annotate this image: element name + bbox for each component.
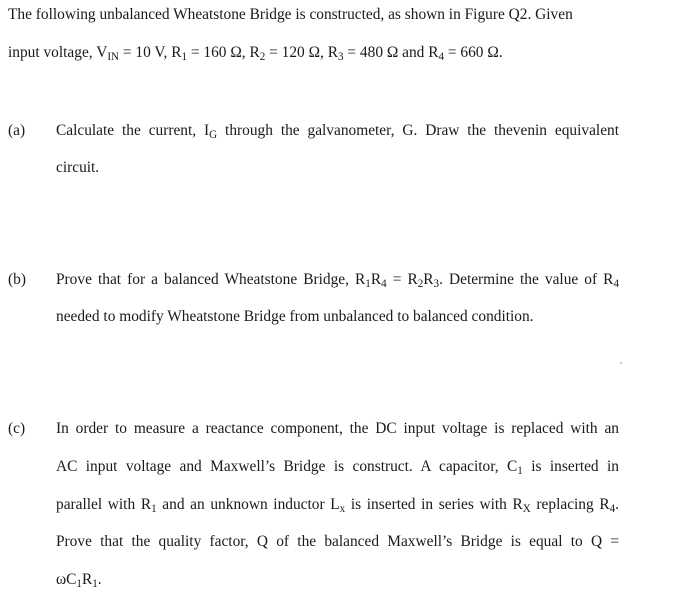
intro-text: The following unbalanced Wheatstone Bridge is constructed, as shown in Figure Q2. Given bbox=[8, 6, 573, 23]
part-a-line-2: circuit. bbox=[56, 159, 100, 176]
subscript: 2 bbox=[417, 277, 424, 290]
subscript: 1 bbox=[365, 277, 371, 290]
part-c-text: AC input voltage and Maxwell’s Bridge is construct. A capacitor, C bbox=[56, 458, 518, 475]
part-b-text: R bbox=[423, 271, 434, 288]
part-b-label: (b) bbox=[8, 271, 26, 288]
part-c-text: . bbox=[615, 496, 620, 513]
subscript: x bbox=[339, 502, 346, 515]
part-c-text: and an unknown inductor L bbox=[156, 496, 340, 513]
intro-line-2 bbox=[8, 43, 503, 63]
part-a-label: (a) bbox=[8, 122, 26, 139]
subscript: 4 bbox=[609, 502, 616, 515]
part-c-line-1: In order to measure a reactance component, the DC input voltage is replaced with an bbox=[56, 420, 619, 437]
intro-text: = 120 Ω, R bbox=[265, 44, 338, 61]
subscript: 4 bbox=[381, 277, 387, 290]
part-c-text: ωC bbox=[56, 571, 77, 588]
subscript: 1 bbox=[76, 577, 82, 590]
intro-line-1 bbox=[8, 5, 573, 25]
part-b-text: . Determine the value of R bbox=[439, 271, 614, 288]
subscript: 1 bbox=[151, 502, 157, 515]
part-c-label: (c) bbox=[8, 420, 26, 437]
part-c-text: is inserted in bbox=[522, 458, 619, 475]
intro-text: = 480 Ω and R bbox=[343, 44, 439, 61]
part-b-text: = R bbox=[386, 271, 418, 288]
subscript: IN bbox=[107, 50, 120, 63]
subscript: G bbox=[209, 128, 218, 141]
part-b-text: Prove that for a balanced Wheatstone Bridge, R bbox=[56, 271, 366, 288]
part-c-line-2 bbox=[56, 457, 619, 477]
part-c-text: . bbox=[97, 571, 102, 588]
part-a-text: through the galvanometer, G. Draw the thevenin equivalent bbox=[217, 122, 619, 139]
subscript: 2 bbox=[259, 50, 266, 63]
intro-text: = 10 V, R bbox=[119, 44, 182, 61]
subscript: X bbox=[522, 502, 531, 515]
part-c-line-3 bbox=[56, 495, 619, 515]
part-a-text: Calculate the current, I bbox=[56, 122, 210, 139]
intro-text: input voltage, V bbox=[8, 44, 108, 61]
scan-artifact-dot bbox=[620, 362, 622, 364]
intro-text: = 660 Ω. bbox=[444, 44, 503, 61]
intro-text: = 160 Ω, R bbox=[187, 44, 260, 61]
subscript: 1 bbox=[92, 577, 98, 590]
part-c-text: parallel with R bbox=[56, 496, 152, 513]
part-c-text: is inserted in series with R bbox=[345, 496, 523, 513]
subscript: 3 bbox=[433, 277, 440, 290]
part-b-line-2: needed to modify Wheatstone Bridge from unbalanced to balanced condition. bbox=[56, 308, 534, 325]
part-b-text: R bbox=[370, 271, 382, 288]
subscript: 4 bbox=[438, 50, 445, 63]
subscript: 3 bbox=[338, 50, 344, 63]
part-c-text: replacing R bbox=[530, 496, 610, 513]
part-c-line-4: Prove that the quality factor, Q of the balanced Maxwell’s Bridge is equal to Q = bbox=[56, 533, 619, 550]
subscript: 1 bbox=[181, 50, 188, 63]
part-c-line-5 bbox=[56, 570, 102, 590]
subscript: 1 bbox=[517, 464, 523, 477]
subscript: 4 bbox=[613, 277, 619, 290]
part-b-line-1 bbox=[56, 270, 619, 290]
part-a-line-1 bbox=[56, 121, 619, 141]
part-c-text: R bbox=[81, 571, 93, 588]
